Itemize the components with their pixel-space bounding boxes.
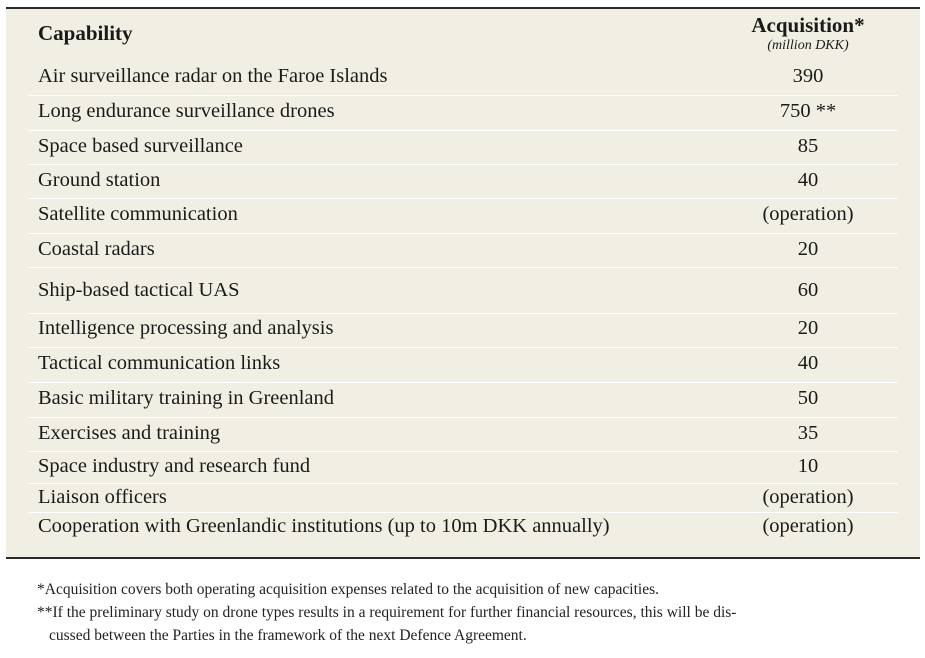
capability-table [6,7,920,559]
header-unit: (million DKK) [767,38,849,53]
table-row [28,382,898,418]
capability-cell: Tactical communication links [38,352,281,374]
table-row [28,417,898,452]
acquisition-cell: (operation) [762,486,854,508]
table-row [28,164,898,199]
capability-cell: Intelligence processing and analysis [38,317,334,339]
acquisition-cell: 20 [797,317,819,339]
acquisition-cell: 85 [797,135,819,157]
acquisition-cell: 750 ** [779,100,837,122]
table-row [28,130,898,165]
acquisition-cell: 35 [797,422,819,444]
table-header [6,9,920,57]
capability-cell: Space industry and research fund [38,455,311,477]
capability-cell: Cooperation with Greenlandic institutions (up to 10m DKK annually) [38,515,610,537]
capability-cell: Air surveillance radar on the Faroe Islands [38,65,388,87]
table-row [28,512,898,546]
capability-cell: Liaison officers [38,486,167,508]
header-capability: Capability [38,21,133,45]
capability-cell: Basic military training in Greenland [38,387,335,409]
table-row [28,198,898,234]
acquisition-cell: 20 [797,238,819,260]
footnote-acquisition: *Acquisition covers both operating acquisition expenses related to the acquisition of new capacities. [37,581,659,598]
capability-cell: Long endurance surveillance drones [38,100,335,122]
table-row [28,451,898,484]
table-row [28,267,898,314]
header-acquisition: Acquisition* [751,13,865,37]
table-row [28,347,898,383]
footnotes [37,578,897,647]
table-row [28,60,898,96]
capability-cell: Coastal radars [38,238,155,260]
acquisition-cell: 10 [797,455,819,477]
acquisition-cell: 390 [792,65,824,87]
acquisition-cell: (operation) [762,515,854,537]
acquisition-cell: 40 [797,169,819,191]
table-row [28,483,898,513]
capability-cell: Space based surveillance [38,135,243,157]
capability-cell: Satellite communication [38,203,238,225]
acquisition-cell: (operation) [762,203,854,225]
footnote-drones-line2: cussed between the Parties in the framework of the next Defence Agreement. [49,627,527,644]
capability-cell: Ship-based tactical UAS [38,279,240,301]
acquisition-cell: 60 [797,279,819,301]
acquisition-cell: 40 [797,352,819,374]
table-row [28,95,898,131]
capability-cell: Ground station [38,169,161,191]
acquisition-cell: 50 [797,387,819,409]
table-row [28,233,898,268]
capability-cell: Exercises and training [38,422,221,444]
footnote-drones-line1: **If the preliminary study on drone types results in a requirement for further financial resources, this will be dis- [37,604,737,621]
table-row [28,313,898,348]
